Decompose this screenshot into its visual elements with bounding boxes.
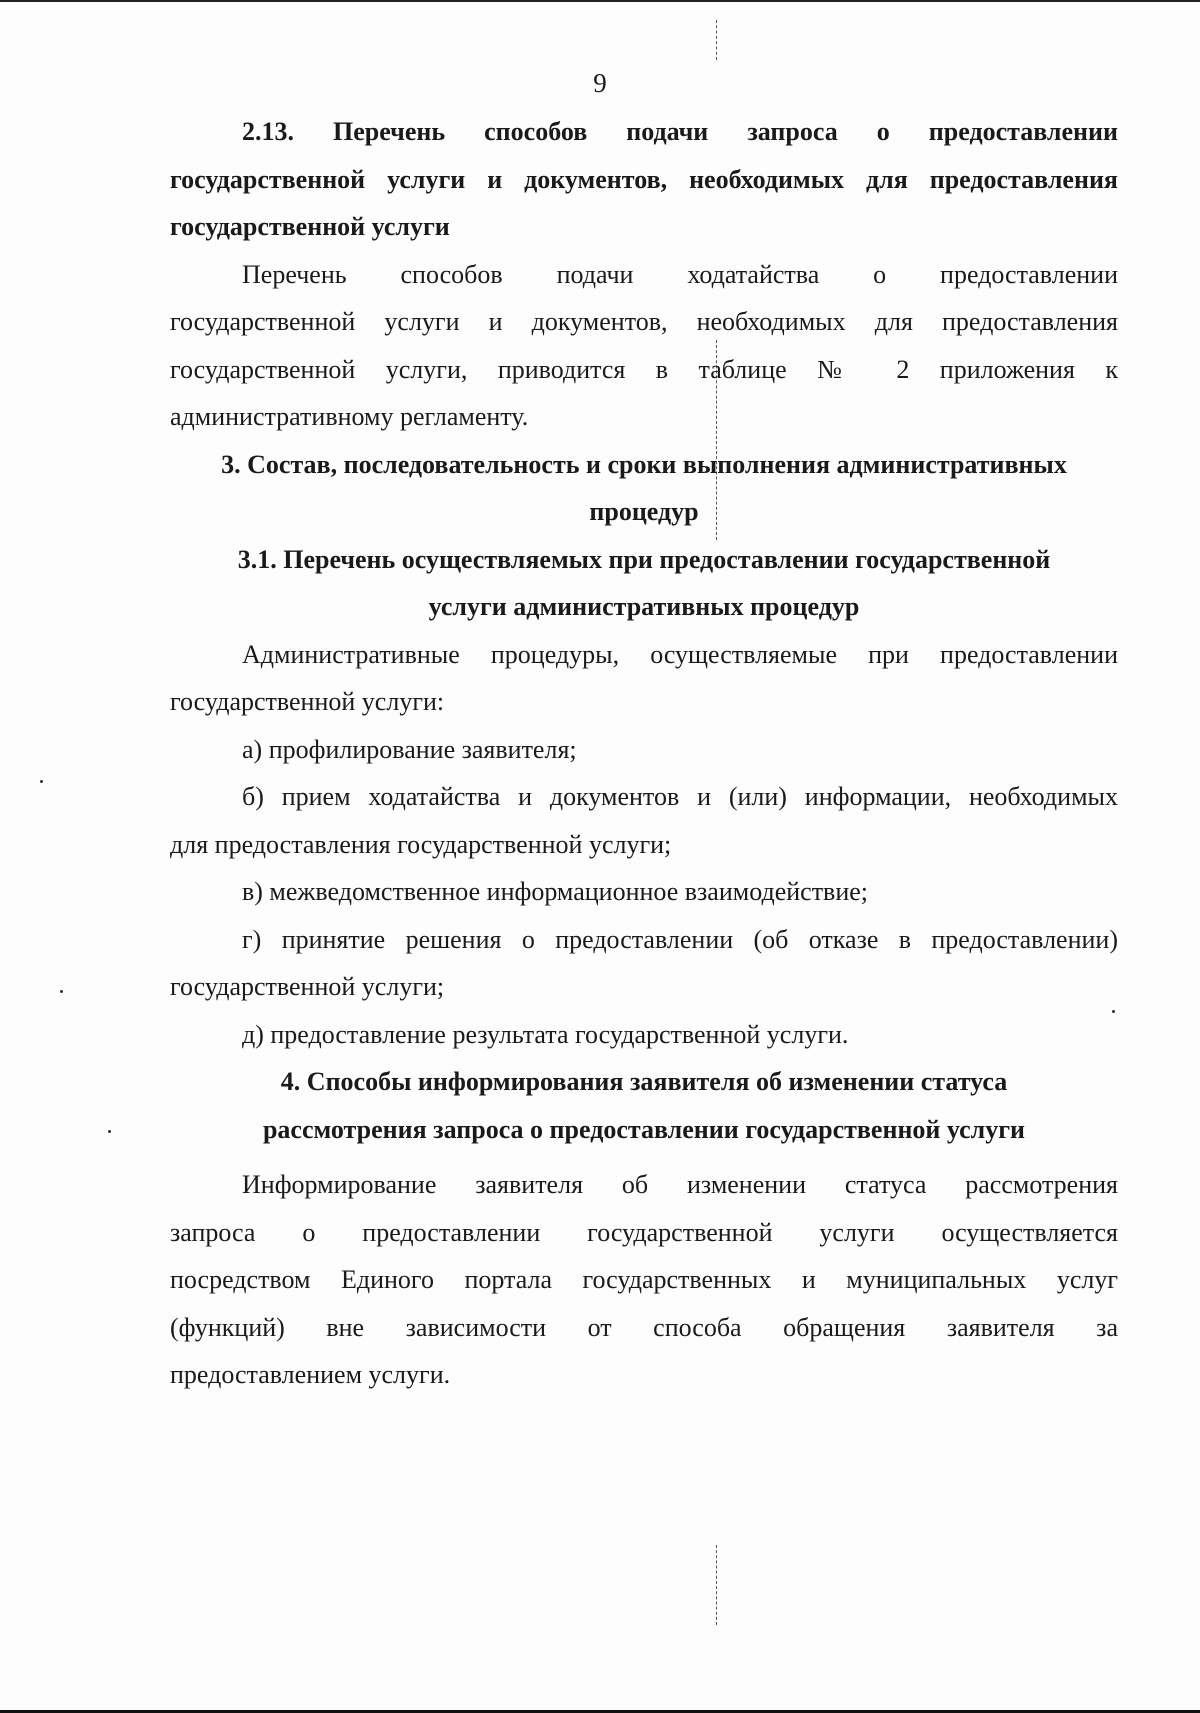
section-3-1-intro: Административные процедуры, осуществляемые при предоставлении: [242, 639, 1118, 669]
section-4-heading-cont: рассмотрения запроса о предоставлении государственной услуги: [262, 1114, 1026, 1144]
scan-top-edge: [0, 0, 1200, 2]
section-4-paragraph-cont: запроса о предоставлении государственной услуги осуществляется: [170, 1217, 1118, 1247]
scan-speck: [108, 1130, 111, 1133]
section-4-heading: 4. Способы информирования заявителя об изменении статуса: [280, 1067, 1008, 1096]
section-2-13-heading: 2.13. Перечень способов подачи запроса о предоставлении: [242, 117, 1118, 146]
section-4-paragraph-cont: посредством Единого портала государственных и муниципальных услуг: [170, 1265, 1118, 1294]
list-item-b: б) прием ходатайства и документов и (или) информации, необходимых: [242, 782, 1118, 811]
section-2-13-paragraph-cont: административному регламенту.: [170, 402, 529, 431]
list-item-g-cont: государственной услуги;: [170, 972, 445, 1001]
list-item-a: а) профилирование заявителя;: [242, 734, 577, 764]
section-2-13-paragraph: Перечень способов подачи ходатайства о предоставлении: [242, 259, 1118, 289]
section-3-heading-cont: процедур: [589, 497, 699, 526]
section-3-heading: 3. Состав, последовательность и сроки выполнения административных: [221, 449, 1067, 479]
section-4-paragraph-cont: предоставлением услуги.: [170, 1360, 451, 1389]
fold-line: [716, 1545, 717, 1625]
section-2-13-paragraph-cont: государственной услуги и документов, необходимых для предоставления: [170, 307, 1118, 336]
list-item-g: г) принятие решения о предоставлении (об отказе в предоставлении): [242, 924, 1118, 954]
section-3-1-intro-cont: государственной услуги:: [170, 687, 445, 716]
section-2-13-heading-cont: государственной услуги и документов, необходимых для предоставления: [170, 164, 1118, 194]
list-item-v: в) межведомственное информационное взаимодействие;: [242, 877, 869, 906]
section-3-1-heading-cont: услуги административных процедур: [428, 592, 860, 621]
list-item-b-cont: для предоставления государственной услуги;: [170, 829, 672, 859]
fold-line: [716, 20, 717, 60]
section-4-paragraph: Информирование заявителя об изменении статуса рассмотрения: [242, 1170, 1118, 1199]
section-2-13-heading-cont: государственной услуги: [170, 212, 450, 241]
scan-speck: [60, 990, 63, 993]
scan-speck: [40, 780, 43, 783]
section-2-13-paragraph-cont: государственной услуги, приводится в таблице № 2 приложения к: [170, 354, 1118, 384]
list-item-d: д) предоставление результата государственной услуги.: [242, 1019, 849, 1049]
section-3-1-heading: 3.1. Перечень осуществляемых при предоставлении государственной: [237, 544, 1051, 574]
section-4-paragraph-cont: (функций) вне зависимости от способа обращения заявителя за: [170, 1312, 1118, 1342]
document-body: [170, 108, 1118, 1399]
page-number: 9: [593, 68, 607, 98]
